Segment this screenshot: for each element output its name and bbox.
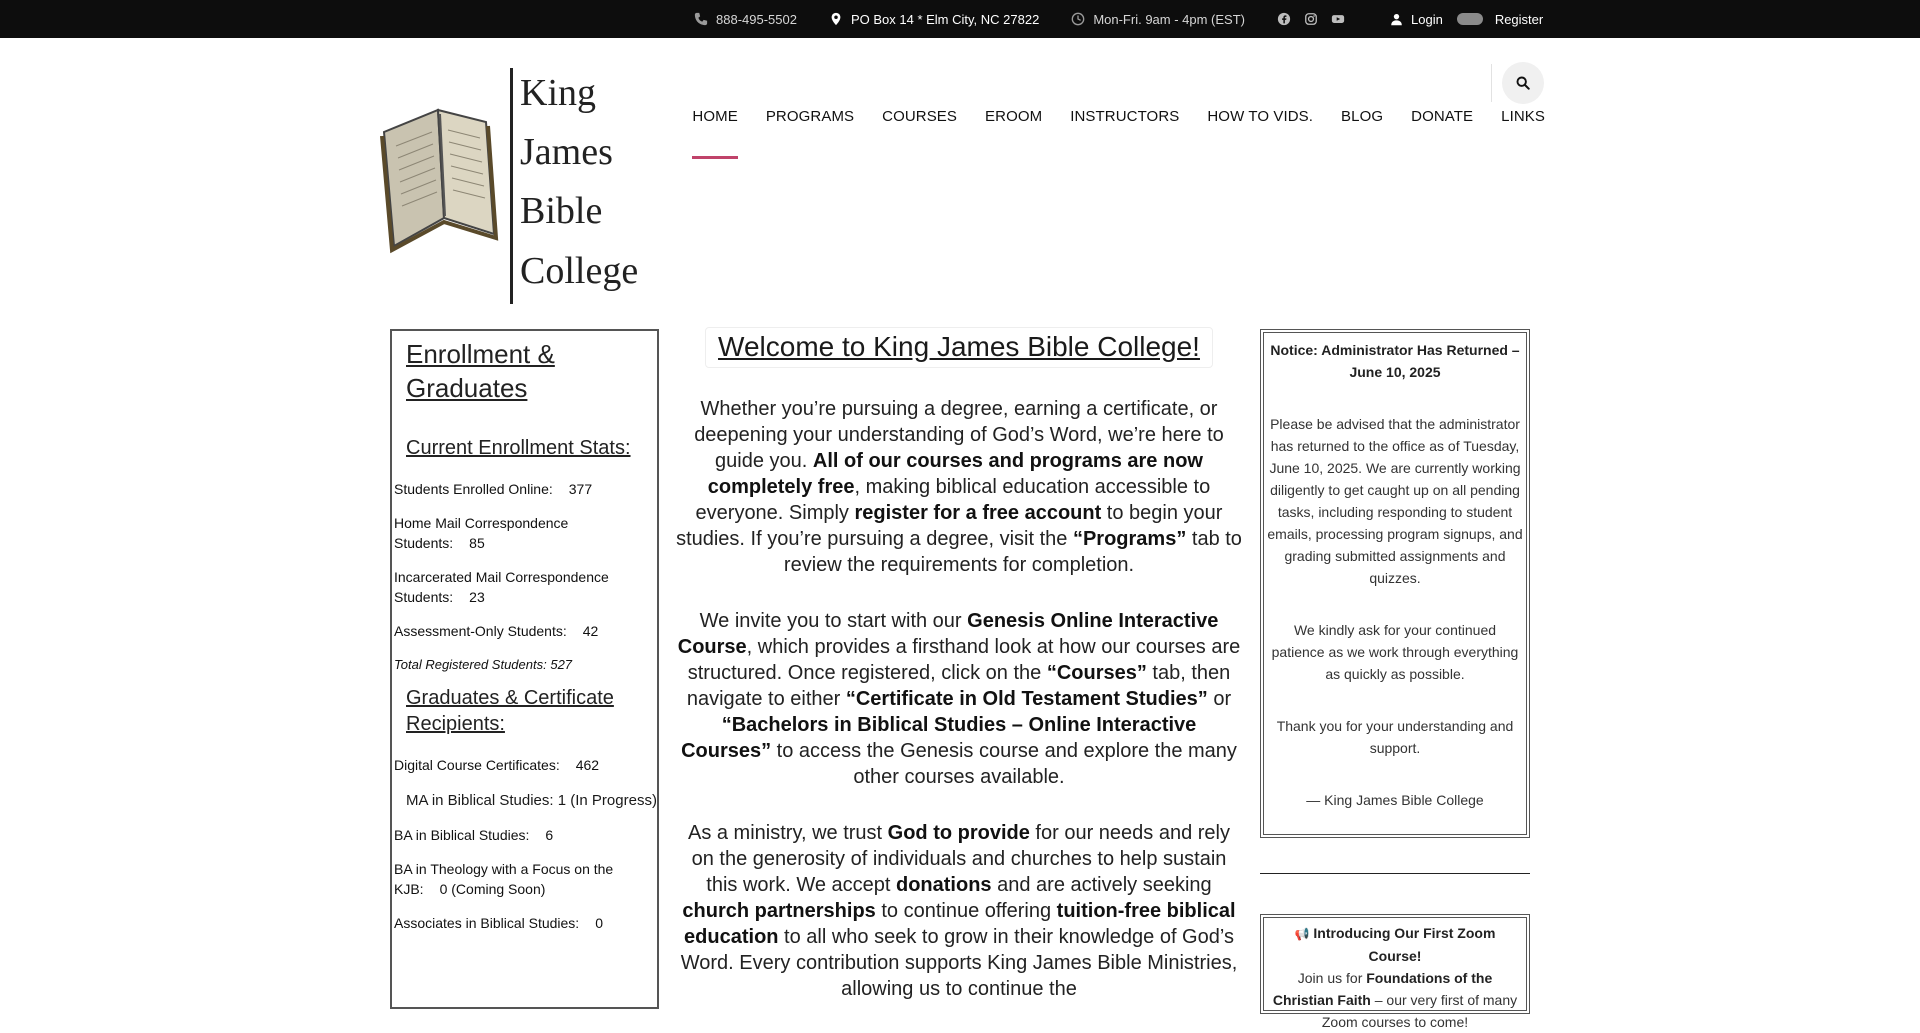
stat-home-mail	[394, 513, 657, 553]
text-run: As a ministry, we trust	[687, 822, 888, 844]
login-link[interactable]: Login	[1411, 11, 1443, 27]
main-nav	[664, 108, 1545, 125]
notice-paragraph-3: Thank you for your understanding and support.	[1276, 718, 1514, 756]
stat-value: 85	[469, 535, 485, 551]
auth-links	[1390, 12, 1543, 27]
hours-text: Mon-Fri. 9am - 4pm (EST)	[1093, 11, 1245, 27]
right-divider	[1260, 873, 1530, 874]
stat-value: 6	[545, 827, 554, 843]
nav-instructors[interactable]: INSTRUCTORS	[1070, 108, 1180, 125]
intro-paragraph	[676, 396, 1242, 578]
stat-label: Home Mail Correspondence Students:	[394, 515, 569, 551]
phone-number[interactable]: 888-495-5502	[716, 11, 797, 27]
top-bar	[0, 0, 1920, 38]
stat-incarcerated-mail	[394, 567, 657, 607]
emphasis-ot-certificate: “Certificate in Old Testament Studies”	[845, 688, 1208, 710]
notice-paragraph-2: We kindly ask for your continued patience as we work through everything as quickly as possible.	[1271, 622, 1519, 682]
stat-label: BA in Theology with a Focus on the KJB:	[394, 861, 614, 897]
grad-associates	[394, 913, 657, 933]
stat-label: Assessment-Only Students:	[394, 623, 567, 639]
text-run: , which provides a firsthand look at how our courses are structured. Once registered, click on the	[687, 636, 1241, 684]
text-run: Whether you’re pursuing a degree, earning a certificate, or deepening your understanding of God’s Word, we’re here to guide you.	[694, 398, 1224, 472]
register-link[interactable]: Register	[1494, 11, 1544, 27]
logo-word-1: King	[520, 72, 596, 114]
facebook-icon[interactable]	[1277, 12, 1291, 26]
social-links	[1277, 12, 1358, 26]
emphasis-programs: “Programs”	[1072, 528, 1187, 550]
emphasis-free: All of our courses and programs are now completely free	[707, 450, 1203, 498]
emphasis-courses: “Courses”	[1046, 662, 1147, 684]
total-registered: Total Registered Students: 527	[394, 657, 573, 672]
logo-word-2: James	[520, 131, 613, 173]
site-logo[interactable]	[378, 66, 639, 306]
grad-ba-theology	[394, 859, 657, 899]
logo-word-4: College	[520, 250, 639, 292]
logo-divider	[510, 68, 513, 304]
stat-value: 42	[582, 623, 599, 639]
clock-icon	[1071, 12, 1085, 26]
welcome-section	[676, 327, 1242, 1002]
welcome-heading: Welcome to King James Bible College!	[705, 327, 1213, 368]
text-run: We invite you to start with our	[699, 610, 968, 632]
stat-value: 23	[469, 589, 485, 605]
text-run: Join us for	[1297, 970, 1367, 986]
phone-icon	[694, 12, 708, 26]
notice-box	[1260, 329, 1530, 838]
enrollment-panel	[390, 329, 659, 1009]
emphasis-church-partnerships: church partnerships	[682, 900, 876, 922]
emphasis-god-provide: God to provide	[887, 822, 1030, 844]
text-run: for our needs and rely on the generosity of individuals and churches to help sustain this work. We accept	[691, 822, 1230, 896]
stat-label: Incarcerated Mail Correspondence Students:	[394, 569, 609, 605]
notice-title: Notice: Administrator Has Returned – June 10, 2025	[1270, 342, 1520, 380]
auth-toggle[interactable]	[1457, 13, 1483, 25]
zoom-title: Introducing Our First Zoom Course!	[1313, 925, 1496, 964]
text-run: and are actively seeking	[991, 874, 1212, 896]
nav-programs[interactable]: PROGRAMS	[765, 108, 855, 125]
notice-paragraph-1: Please be advised that the administrator has returned to the office as of Tuesday, June 10, 2025. We are currently working diligently to get caught up on all pending tasks, including responding to student emails, processing program signups, and grading submitted assignments and quizzes.	[1267, 416, 1523, 586]
text-run: , making biblical education accessible to everyone. Simply	[695, 476, 1211, 524]
emphasis-register: register for a free account	[854, 502, 1102, 524]
megaphone-icon: 📢	[1294, 927, 1310, 941]
emphasis-tuition-free: tuition-free biblical education	[684, 900, 1236, 948]
emphasis-bachelors: “Bachelors in Biblical Studies – Online Interactive Courses”	[681, 714, 1197, 762]
zoom-course-name: Foundations of the Christian Faith	[1272, 970, 1493, 1008]
text-run: or	[1207, 688, 1232, 710]
search-button[interactable]	[1502, 62, 1544, 104]
text-run: to all who seek to grow in their knowledge of God’s Word. Every contribution supports King James Bible Ministries, allowing us to continue the	[680, 926, 1238, 1000]
text-run: – our very first of many Zoom courses to come!	[1321, 992, 1518, 1030]
nav-blog[interactable]: BLOG	[1341, 108, 1384, 125]
emphasis-genesis: Genesis Online Interactive Course	[677, 610, 1219, 658]
stat-value: 0	[595, 915, 603, 931]
map-marker-icon	[829, 12, 843, 26]
nav-links[interactable]: LINKS	[1501, 108, 1545, 125]
youtube-icon[interactable]	[1331, 12, 1345, 26]
nav-how-to-vids[interactable]: HOW TO VIDS.	[1207, 108, 1314, 125]
zoom-description	[1268, 967, 1522, 1033]
stat-label: Students Enrolled Online:	[394, 481, 553, 497]
text-run: to begin your studies. If you’re pursuing a degree, visit the	[676, 502, 1223, 550]
genesis-paragraph	[676, 608, 1242, 790]
text-run: tab to review the requirements for completion.	[783, 528, 1242, 576]
open-bible-icon	[378, 106, 500, 256]
stat-label: Digital Course Certificates:	[394, 757, 560, 773]
stat-value: 0 (Coming Soon)	[439, 881, 546, 897]
stat-label: Associates in Biblical Studies:	[394, 915, 580, 931]
search-separator	[1491, 64, 1492, 102]
text-run: to continue offering	[875, 900, 1057, 922]
address-text: PO Box 14 * Elm City, NC 27822	[850, 11, 1040, 27]
phone-info[interactable]	[694, 12, 797, 27]
nav-donate[interactable]: DONATE	[1411, 108, 1474, 125]
graduates-heading: Graduates & Certificate Recipients:	[406, 687, 614, 735]
text-run: to access the Genesis course and explore the many other courses available.	[771, 740, 1237, 788]
stat-value: 377	[568, 481, 593, 497]
hours-info	[1071, 12, 1245, 27]
emphasis-donations: donations	[896, 874, 992, 896]
current-enrollment-heading: Current Enrollment Stats:	[406, 437, 631, 459]
grad-ba-biblical	[394, 825, 657, 845]
nav-home[interactable]: HOME	[692, 108, 738, 125]
zoom-course-box	[1260, 914, 1530, 1030]
nav-eroom[interactable]: EROOM	[985, 108, 1043, 125]
grad-digital-certificates	[394, 755, 657, 775]
grad-ma-biblical: MA in Biblical Studies: 1 (In Progress)	[406, 792, 657, 809]
stat-label: BA in Biblical Studies:	[394, 827, 530, 843]
nav-courses[interactable]: COURSES	[882, 108, 958, 125]
user-icon	[1390, 13, 1403, 26]
stat-value: 462	[575, 757, 600, 773]
enrollment-title: Enrollment & Graduates	[406, 339, 555, 403]
text-run: tab, then navigate to either	[686, 662, 1231, 710]
stat-online	[394, 479, 657, 499]
address-info	[829, 12, 1039, 27]
ministry-paragraph	[676, 820, 1242, 1002]
stat-assessment-only	[394, 621, 657, 641]
logo-word-3: Bible	[520, 190, 603, 232]
notice-signature: — King James Bible College	[1306, 792, 1484, 808]
zoom-title-line	[1268, 922, 1522, 967]
instagram-icon[interactable]	[1304, 12, 1318, 26]
search-icon	[1516, 76, 1530, 90]
